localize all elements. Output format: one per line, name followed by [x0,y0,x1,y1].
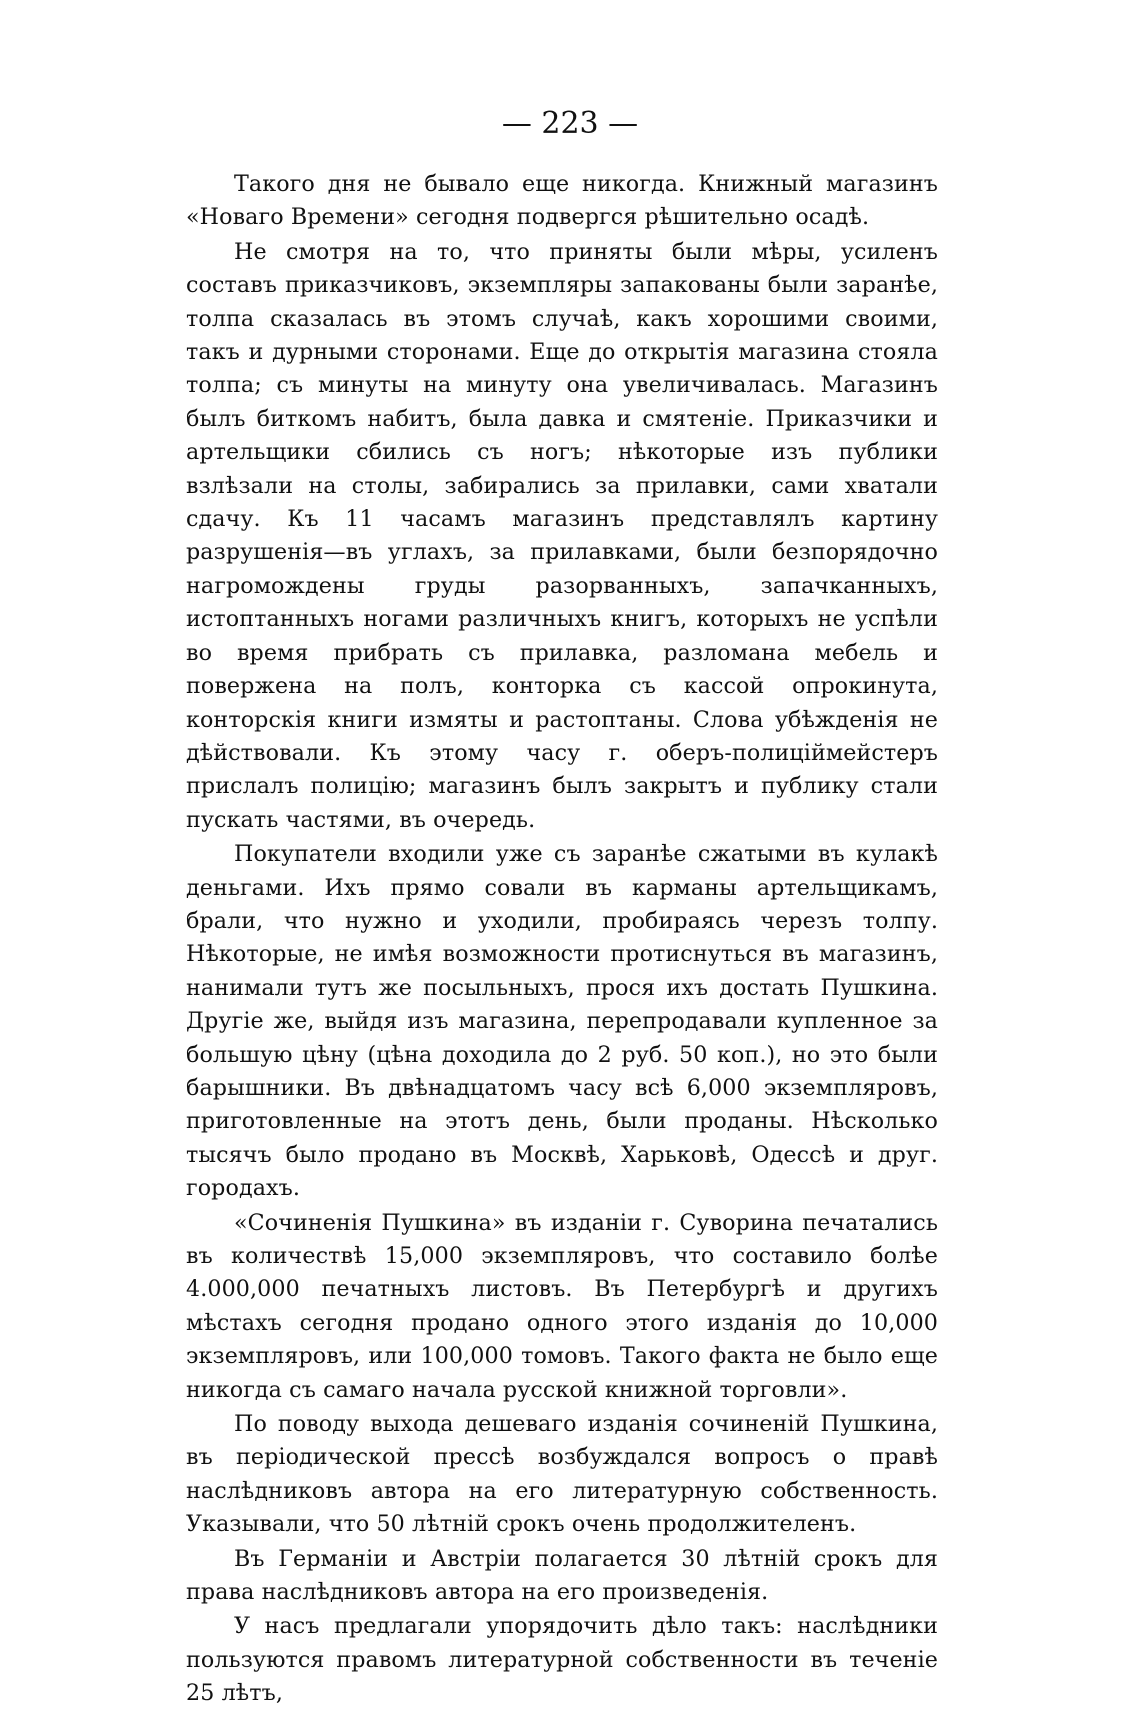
paragraph-6: Въ Германіи и Австріи полагается 30 лѣтній срокъ для права наслѣдниковъ автора на его произведенія. [186,1545,938,1606]
paragraph-7: У насъ предлагали упорядочить дѣло такъ: наслѣдники пользуются правомъ литературной собственности въ теченіе 25 лѣтъ, [186,1613,938,1707]
paragraph-1: Такого дня не бывало еще никогда. Книжный магазинъ «Новаго Времени» сегодня подвергся рѣшительно осадѣ. [186,171,938,231]
page-number: — 223 — [501,106,639,141]
paragraph-5: По поводу выхода дешеваго изданія сочиненій Пушкина, въ періодической прессѣ возбуждался вопросъ о правѣ наслѣдниковъ автора на его литературную собственность. Указывали, что 50 лѣтній срокъ очень продолжителенъ. [186,1411,938,1538]
body-text [186,168,938,1711]
paragraph-3: Покупатели входили уже съ заранѣе сжатыми въ кулакѣ деньгами. Ихъ прямо совали въ карманы артельщикамъ, брали, что нужно и уходили, пробираясь черезъ толпу. Нѣкоторые, не имѣя возможности протиснуться въ магазинъ, нанимали тутъ же посыльныхъ, прося ихъ достать Пушкина. Другіе же, выйдя изъ магазина, перепродавали купленное за большую цѣну (цѣна доходила до 2 руб. 50 коп.), но это были барышники. Въ двѣнадцатомъ часу всѣ 6,000 экземпляровъ, приготовленные на этотъ день, были проданы. Нѣсколько тысячъ было продано въ Москвѣ, Харьковѣ, Одессѣ и друг. городахъ. [186,841,938,1202]
paragraph-4: «Сочиненія Пушкина» въ изданіи г. Суворина печатались въ количествѣ 15,000 экземпляровъ, что составило болѣе 4.000,000 печатныхъ листовъ. Въ Петербургѣ и другихъ мѣстахъ сегодня продано одного этого изданія до 10,000 экземпляровъ, или 100,000 томовъ. Такого факта не было еще никогда съ самаго начала русской книжной торговли». [186,1209,938,1403]
paragraph-2: Не смотря на то, что приняты были мѣры, усиленъ составъ приказчиковъ, экземпляры запакованы были заранѣе, толпа сказалась въ этомъ случаѣ, какъ хорошими своими, такъ и дурными сторонами. Еще до открытія магазина стояла толпа; съ минуты на минуту она увеличивалась. Магазинъ былъ биткомъ набитъ, была давка и смятеніе. Приказчики и артельщики сбились съ ногъ; нѣкоторые изъ публики взлѣзали на столы, забирались за прилавки, сами хватали сдачу. Къ 11 часамъ магазинъ представлялъ картину разрушенія—въ углахъ, за прилавками, были безпорядочно нагромождены груды разорванныхъ, запачканныхъ, истоптанныхъ ногами различныхъ книгъ, которыхъ не успѣли во время прибрать съ прилавка, разломана мебель и повержена на полъ, конторка съ кассой опрокинута, конторскія книги измяты и растоптаны. Слова убѣжденія не дѣйствовали. Къ этому часу г. оберъ-полиціймейстеръ прислалъ полицію; магазинъ былъ закрытъ и публику стали пускать частями, въ очередь. [186,238,938,833]
